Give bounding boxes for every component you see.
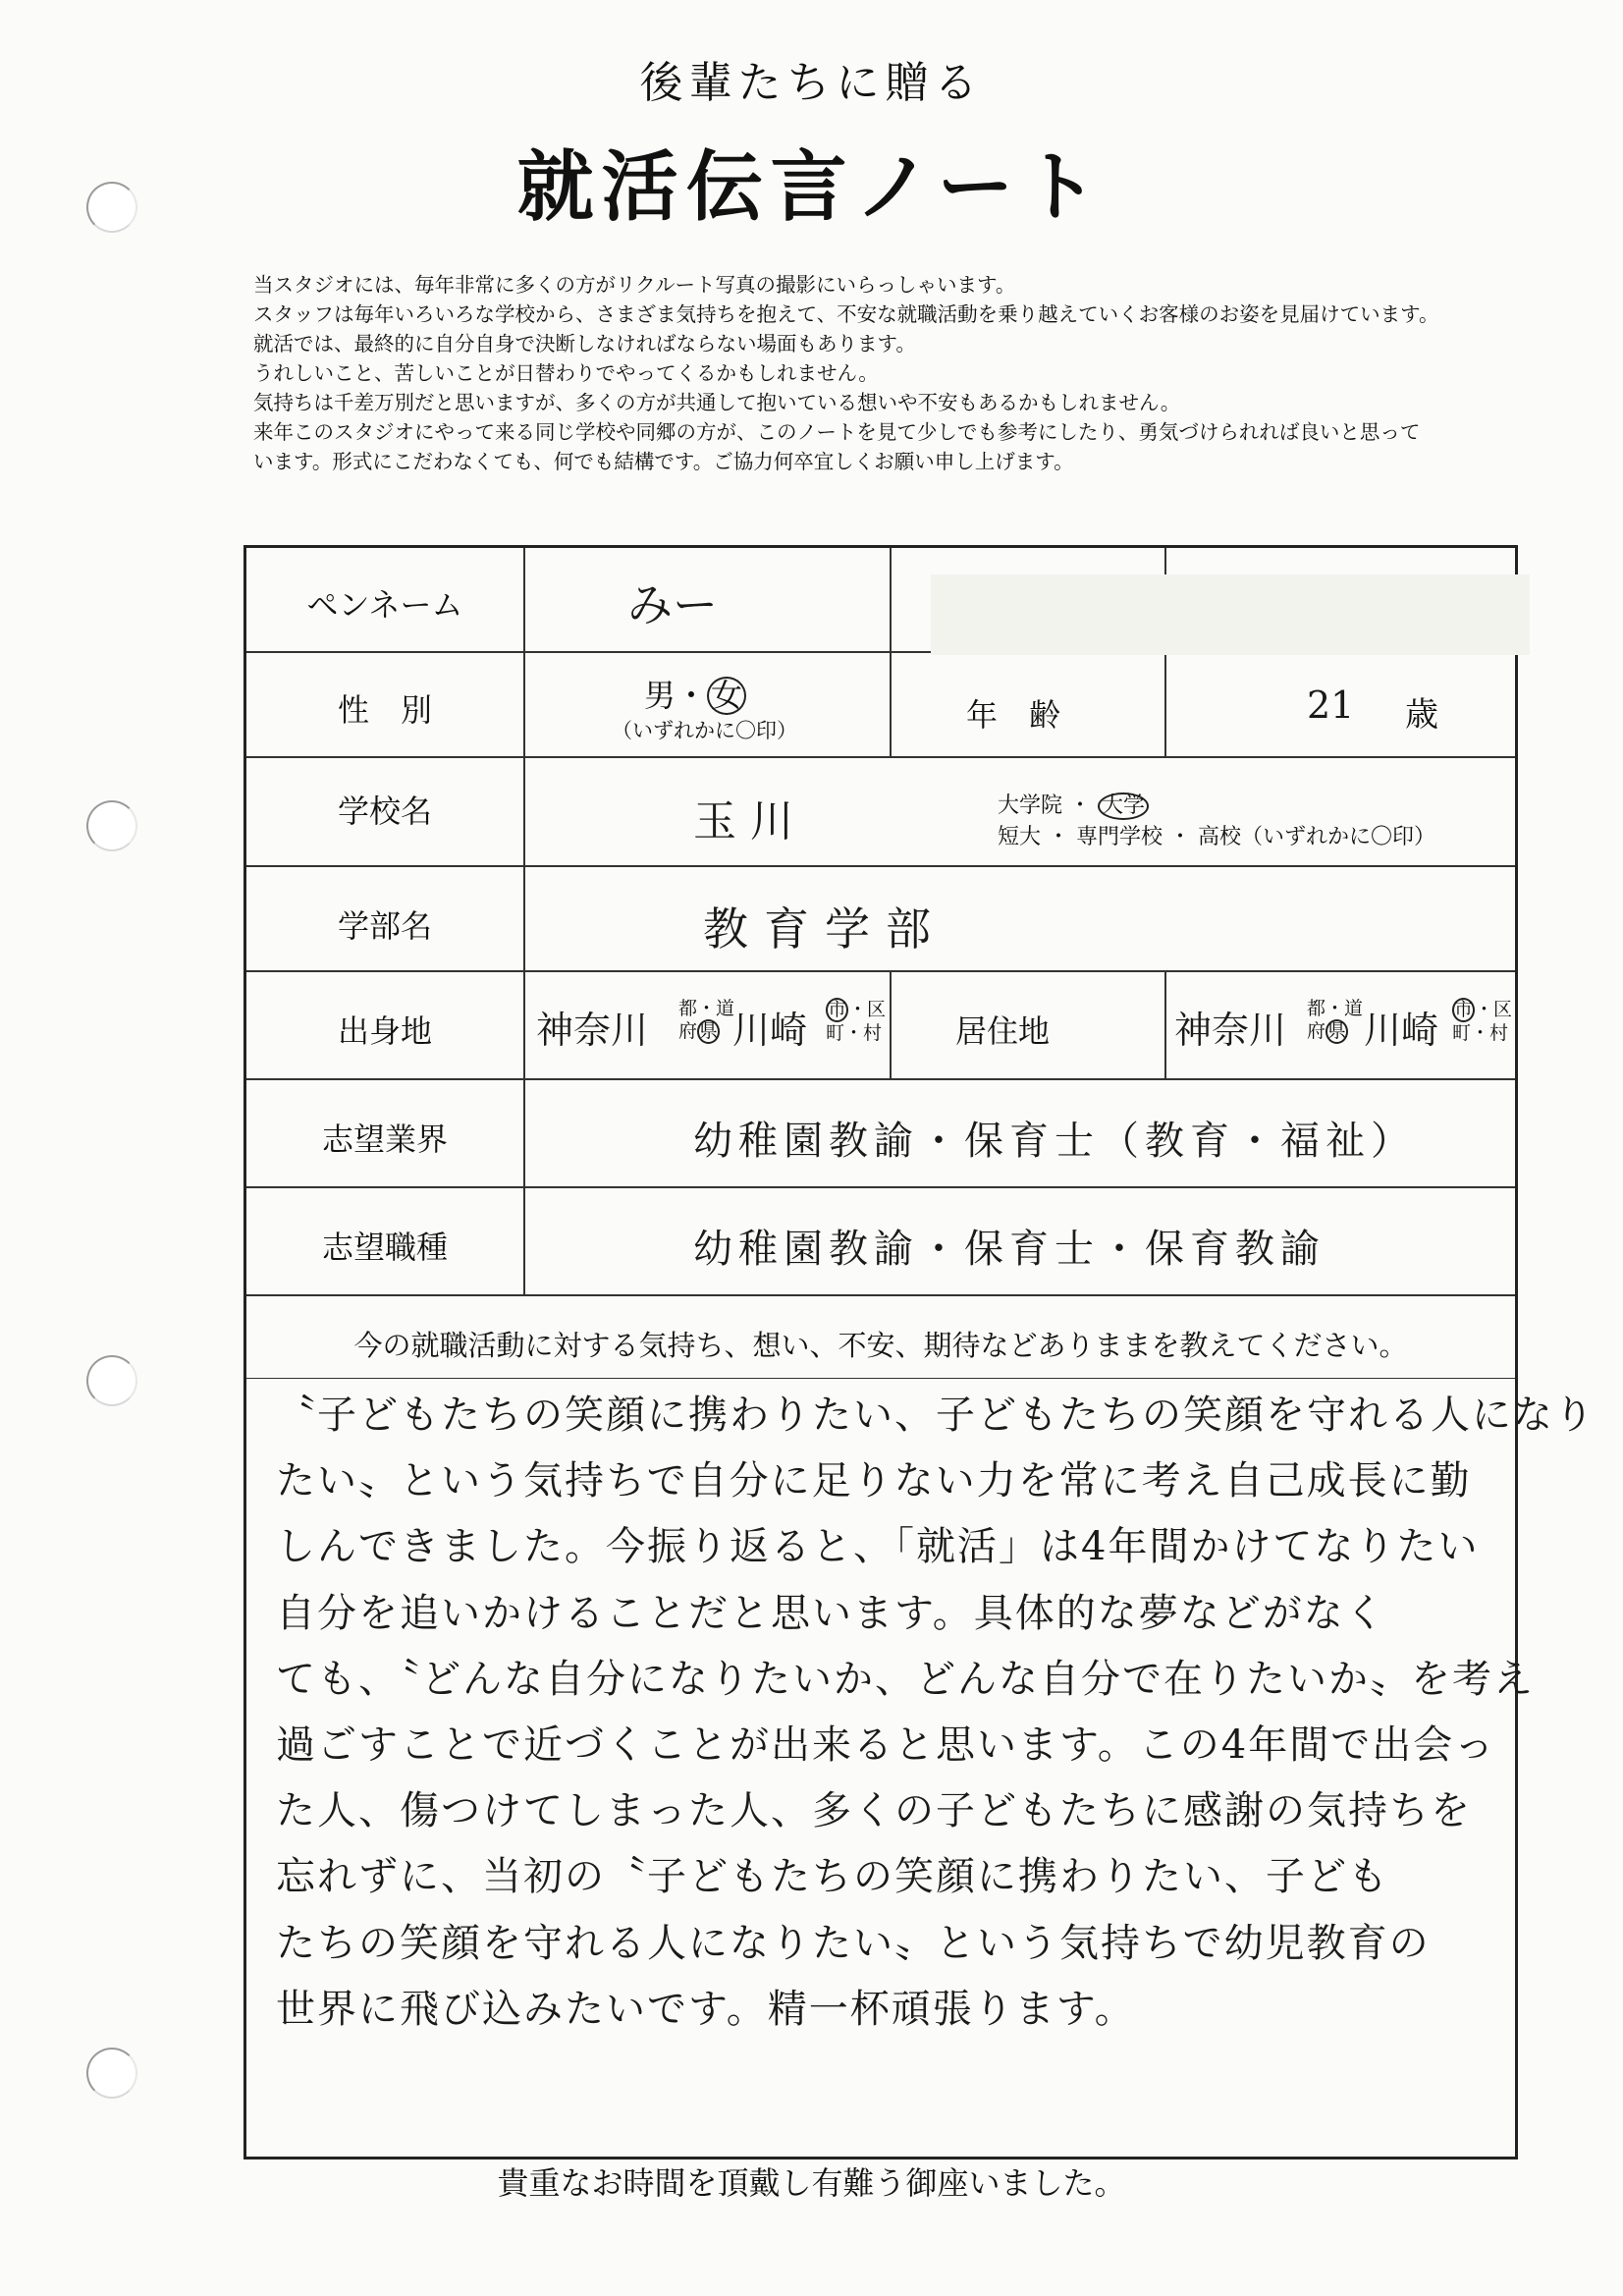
pen-name-value[interactable]: みー	[627, 578, 718, 631]
essay-line: た人、傷つけてしまった人、多くの子どもたちに感謝の気持ちを	[276, 1788, 1472, 1834]
gender-female-circled: 女	[707, 677, 746, 715]
prompt-divider	[246, 1378, 1515, 1379]
intro-line: います。形式にこだわなくても、何でも結構です。ご協力何卒宜しくお願い申し上げます。	[253, 450, 1074, 473]
residence-city[interactable]: 川崎	[1364, 1009, 1439, 1052]
row-divider	[246, 756, 1515, 758]
essay-line: 自分を追いかけることだと思います。具体的な夢などがなく	[276, 1590, 1386, 1636]
essay-line: たちの笑顔を守れる人になりたい〟という気持ちで幼児教育の	[276, 1920, 1431, 1966]
essay-line: たい〟という気持ちで自分に足りない力を常に考え自己成長に勤	[276, 1458, 1472, 1504]
occupation-label: 志望職種	[321, 1229, 448, 1266]
footer-thanks: 貴重なお時間を頂戴し有難う御座いました。	[497, 2164, 1126, 2202]
essay-line: 世界に飛び込みたいです。精一杯頑張ります。	[276, 1986, 1136, 2032]
row-divider	[246, 1078, 1515, 1080]
page-title: 就活伝言ノート	[516, 143, 1107, 232]
essay-line: 忘れずに、当初の〝子どもたちの笑顔に携わりたい、子ども	[276, 1854, 1389, 1900]
school-type-grad: 大学院	[998, 793, 1063, 818]
residence-pref[interactable]: 神奈川	[1174, 1009, 1287, 1052]
pen-name-label: ペンネーム	[306, 586, 463, 624]
city-ku: 区	[867, 999, 887, 1020]
gender-male: 男	[644, 677, 676, 714]
column-divider	[890, 548, 892, 756]
pref-to: 都	[1307, 998, 1326, 1019]
pref-fu: 府	[678, 1020, 698, 1042]
birthplace-city[interactable]: 川崎	[732, 1009, 808, 1052]
residence-pref-type: 都・道 府 県	[1307, 998, 1364, 1042]
birthplace-pref[interactable]: 神奈川	[536, 1009, 649, 1052]
city-mura: 村	[863, 1021, 883, 1044]
row-divider	[246, 1186, 1515, 1188]
school-label: 学校名	[337, 793, 432, 830]
row-divider	[246, 970, 1515, 972]
age-unit: 歳	[1405, 695, 1438, 735]
row-divider	[246, 865, 1515, 867]
city-machi: 町	[826, 1021, 845, 1044]
intro-text	[253, 270, 1589, 476]
gender-dot: ・	[676, 677, 708, 714]
intro-line: 来年このスタジオにやって来る同じ学校や同郷の方が、このノートを見て少しでも参考にしたり、勇気づけられれば良いと思って	[253, 420, 1421, 444]
binder-hole	[86, 2048, 137, 2099]
city-shi-circled: 市	[828, 999, 847, 1020]
pref-to: 都	[678, 998, 698, 1019]
pref-dou: 道	[716, 998, 735, 1019]
gender-label: 性 別	[337, 691, 432, 729]
birthplace-city-type: 市 ・区 町・村	[826, 999, 887, 1044]
column-divider	[523, 548, 525, 1294]
city-shi-circled: 市	[1454, 999, 1474, 1020]
intro-line: うれしいこと、苦しいことが日替わりでやってくるかもしれません。	[253, 361, 879, 385]
pref-dou: 道	[1344, 998, 1364, 1019]
gender-note: （いずれかに〇印）	[612, 719, 797, 742]
school-value[interactable]: 玉川	[693, 796, 807, 847]
binder-hole	[86, 1355, 137, 1406]
city-ku: 区	[1493, 999, 1513, 1020]
school-type-univ-circled: 大学	[1098, 793, 1149, 820]
occupation-value[interactable]: 幼稚園教諭・保育士・保育教諭	[693, 1227, 1325, 1272]
school-type-line2: 短大 ・ 専門学校 ・ 高校（いずれかに〇印）	[998, 825, 1435, 849]
pref-ken-circled: 県	[1327, 1020, 1347, 1042]
school-type-dot: ・	[1069, 793, 1092, 818]
pref-fu: 府	[1307, 1020, 1326, 1042]
column-divider	[890, 970, 892, 1078]
school-type-line1[interactable]	[998, 789, 1149, 820]
note-form	[243, 545, 1596, 2159]
birthplace-pref-type: 都・道 府 県	[678, 998, 735, 1042]
pref-ken-circled: 県	[699, 1020, 719, 1042]
industry-value[interactable]: 幼稚園教諭・保育士（教育・福祉）	[693, 1119, 1416, 1164]
row-divider	[246, 1294, 1515, 1296]
essay-text[interactable]	[276, 1383, 1596, 2043]
intro-line: 気持ちは千差万別だと思いますが、多くの方が共通して抱いている想いや不安もあるかもしれません。	[253, 391, 1181, 414]
page-subtitle: 後輩たちに贈る	[639, 58, 984, 108]
residence-label: 居住地	[955, 1012, 1051, 1050]
gender-options[interactable]	[644, 671, 746, 716]
intro-line: 就活では、最終的に自分自身で決断しなければならない場面もあります。	[253, 332, 916, 355]
faculty-label: 学部名	[337, 907, 432, 945]
binder-hole	[86, 800, 137, 851]
essay-line: 過ごすことで近づくことが出来ると思います。この4年間で出会っ	[276, 1722, 1496, 1769]
age-value[interactable]: 21	[1307, 683, 1355, 727]
essay-line: ても、〝どんな自分になりたいか、どんな自分で在りたいか〟を考え	[276, 1656, 1535, 1702]
intro-line: 当スタジオには、毎年非常に多くの方がリクルート写真の撮影にいらっしゃいます。	[253, 273, 1016, 297]
intro-line: スタッフは毎年いろいろな学校から、さまざま気持ちを抱えて、不安な就職活動を乗り越えていくお客様のお姿を見届けています。	[253, 302, 1439, 326]
essay-prompt: 今の就職活動に対する気持ち、想い、不安、期待などありままを教えてください。	[353, 1329, 1408, 1362]
redacted-area	[931, 574, 1530, 655]
birthplace-label: 出身地	[337, 1012, 432, 1050]
industry-label: 志望業界	[321, 1121, 448, 1158]
residence-city-type: 市 ・区 町・村	[1452, 999, 1513, 1044]
city-machi: 町	[1452, 1021, 1472, 1044]
age-label: 年 齢	[966, 696, 1061, 734]
essay-line: しんできました。今振り返ると、「就活」は4年間かけてなりたい	[276, 1524, 1480, 1570]
city-mura: 村	[1489, 1021, 1509, 1044]
essay-line: 〝子どもたちの笑顔に携わりたい、子どもたちの笑顔を守れる人になり	[276, 1393, 1596, 1438]
faculty-value[interactable]: 教育学部	[703, 902, 947, 956]
column-divider	[1164, 970, 1166, 1078]
